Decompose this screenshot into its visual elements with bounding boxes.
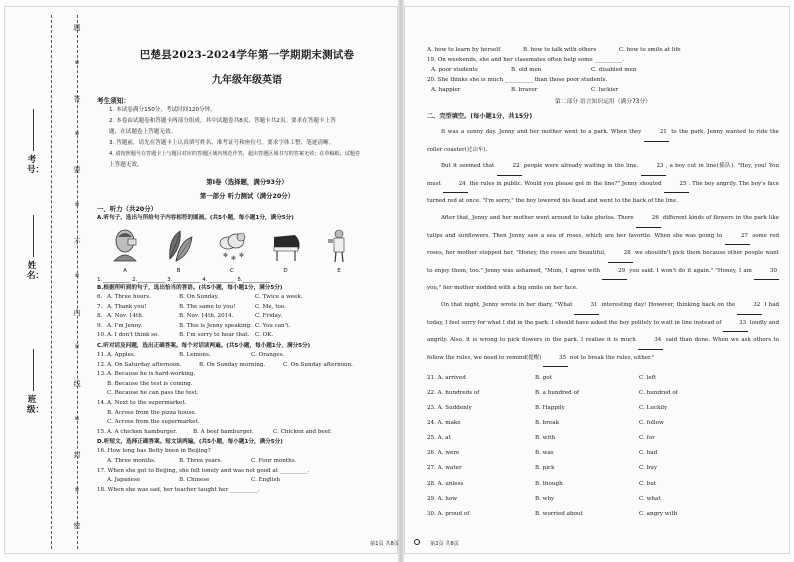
- passage-text: people were already waiting in the line.: [521, 163, 641, 170]
- cloze-option: C. angry with: [639, 510, 678, 517]
- instruction-c: C.听对话及问题，选出正确答案。每个对话读两遍。(共5小题，每小题1分，满分5分): [97, 342, 311, 349]
- question-number: 11.: [97, 351, 106, 358]
- option: C. On Sunday afternoon.: [283, 361, 353, 368]
- binding-field-underline[interactable]: [33, 349, 34, 391]
- binding-field-underline[interactable]: [33, 215, 34, 257]
- cloze-blank: 31: [574, 297, 599, 315]
- notice-line: 3. 答题前，请先在答题卡上认真填写姓名、准考证号和座位号。要求字体工整、笔迹清晰。: [109, 140, 335, 146]
- picture-label: A: [123, 268, 127, 274]
- option: A. I don't think so.: [107, 332, 160, 339]
- cloze-option: 24. A. make: [427, 420, 461, 427]
- passage-text: we shouldn't pick them because other people want to enjoy them, too." Jenny was ashamed, "Mum, I agree with: [427, 250, 779, 274]
- option: A. Next to the supermarket.: [107, 399, 187, 406]
- cloze-option-row: [427, 431, 779, 446]
- cloze-option-row: [427, 476, 779, 491]
- question-number: 14.: [97, 399, 106, 406]
- option: A. On Saturday afternoon.: [107, 361, 182, 368]
- question-number: 6.: [97, 294, 103, 300]
- cloze-option: B. with: [535, 435, 556, 442]
- question-10: [97, 331, 397, 341]
- passage-text: On that night, Jenny wrote in her diary, "What: [441, 301, 575, 308]
- passage-text: you," her mother nodded with a big smile on her face.: [427, 285, 578, 292]
- notice-line: 1. 本试卷满分150分，考试时间120分钟。: [109, 107, 216, 113]
- picture-label: E: [337, 268, 341, 274]
- cloze-option-row: [427, 506, 779, 521]
- option: A. Nov. 14th.: [107, 313, 144, 320]
- binding-field-label: 班级：: [27, 395, 45, 415]
- seal-char: 要: [73, 166, 81, 175]
- page-number-left: 第1页 共8页: [370, 541, 399, 547]
- question-9: [97, 322, 397, 332]
- option: C. Across from the supermarket.: [107, 419, 200, 426]
- seal-char: 线: [73, 380, 81, 388]
- option: C. You can't.: [255, 322, 291, 329]
- cloze-option: 29. A. how: [427, 495, 458, 502]
- option: C. Twice a week.: [255, 294, 303, 300]
- svg-text:✻: ✻: [239, 252, 245, 259]
- question-number: 7.: [97, 303, 103, 310]
- paragraph: [427, 210, 779, 297]
- question-number: 8.: [97, 313, 103, 320]
- binding-field-label: 姓名：: [27, 261, 45, 281]
- cloze-blank: 25: [664, 176, 689, 194]
- cloze-option: 25. A. at: [427, 435, 451, 442]
- seal-star: ※: [74, 129, 80, 137]
- option: B. Chinese: [179, 477, 210, 484]
- question-7: [97, 303, 397, 313]
- picture-a-person-icon: [107, 226, 143, 266]
- cloze-option: C. for: [639, 435, 655, 442]
- b-questions: [97, 293, 397, 341]
- passage-text: But it seemed that: [441, 163, 497, 170]
- cloze-option-row: [427, 446, 779, 461]
- option: B. Three years.: [179, 457, 223, 464]
- seal-char: 答: [73, 95, 81, 104]
- page-left: [4, 6, 398, 554]
- passage-text: you said. I won't do it again." "Honey, I am: [627, 267, 754, 274]
- question-20: 20. She thinks she is much __________ than those poor students.: [427, 77, 608, 83]
- option: A. I'm Jenny.: [107, 322, 143, 329]
- picture-b-leaves-icon: [161, 226, 197, 266]
- option: B. This is Jenny speaking.: [179, 322, 252, 329]
- option: B. A beef hamburger.: [193, 428, 254, 435]
- binding-field-underline[interactable]: [33, 109, 34, 151]
- notice-heading: 考生须知：: [97, 97, 130, 105]
- option: B. old men: [511, 67, 542, 73]
- question-14: [97, 399, 397, 409]
- question-16: 16. How long has Betty been in Beijing?: [97, 448, 211, 455]
- option: C. Chicken and beef.: [273, 428, 332, 435]
- option: C. Four months.: [251, 457, 297, 464]
- question-number: 13.: [97, 371, 106, 378]
- question-number: 12.: [97, 361, 106, 368]
- picture-c-snow-cloud-icon: [214, 226, 250, 266]
- option: A. Three hours.: [107, 294, 151, 300]
- cloze-blank: 30: [754, 263, 779, 281]
- passage-text: some red roses, her mother stopped her, "Honey, the roses are beautiful,: [427, 232, 779, 257]
- cloze-option: 22. A. hundreds of: [427, 389, 480, 396]
- question-number: 15.: [97, 428, 106, 435]
- picture-label: C: [230, 268, 234, 274]
- picture-e-boy-icon: [321, 226, 357, 266]
- option: A. Apples.: [107, 351, 136, 358]
- picture-row: [107, 226, 357, 266]
- passage-text: loudly and angrily. Also, it is wrong to pick flowers in the park. I realize it is much: [427, 319, 779, 344]
- option: B. The same to you!: [179, 303, 236, 310]
- passage-text: to the park, Jenny wanted to ride the roller coaster(过山车).: [427, 129, 779, 153]
- cloze-blank: 27: [725, 228, 750, 246]
- passage-text: different kinds of flowers in the park like tulips and sunflowers. Then Jenny saw a sea of roses, which are her favorite. When she was going to: [427, 214, 779, 239]
- question-number: 10.: [97, 332, 106, 339]
- question-19-options: [427, 65, 779, 75]
- question-12: [97, 361, 397, 371]
- cloze-option: C. had: [639, 450, 658, 457]
- passage-text: said than done. When we ask others to follow the rules, we need to remind(提醒): [427, 337, 780, 361]
- volume-title: 第Ⅰ卷（选择题，满分93分）: [206, 178, 288, 186]
- part-title: 第一部分 听力测试（满分20分）: [199, 192, 295, 200]
- cloze-blank: 22: [497, 158, 522, 176]
- cloze-option: 27. A. water: [427, 465, 462, 472]
- passage-text: not to break the rules, either.": [568, 354, 655, 361]
- cloze-blank: 32: [737, 297, 762, 315]
- instruction-d: D.听短文，选择正确答案。短文读两遍。(共5小题，每小题1分，满分5分): [97, 439, 283, 446]
- cloze-blank: 26: [636, 210, 661, 228]
- question-15: [97, 428, 397, 438]
- question-6: [97, 293, 397, 303]
- passage-text: . The boy angrily. The boy's face turned red at once. "I'm sorry," the boy lowered his head and went to the back of the line.: [427, 180, 779, 205]
- option: C. Friday.: [255, 313, 283, 320]
- cloze-option: B. though: [535, 480, 563, 487]
- seal-char: 题: [73, 24, 81, 32]
- svg-text:✻: ✻: [231, 255, 237, 262]
- option: A. Three months.: [107, 457, 156, 464]
- cloze-passage: [427, 124, 779, 367]
- cloze-blank: 28: [608, 245, 633, 263]
- question-19: 19. On weekends, she and her classmates often help some __________.: [427, 57, 625, 63]
- option: B. Nov. 14th, 2014.: [179, 313, 234, 320]
- page-number-right: 第2页 共8页: [430, 541, 459, 547]
- seal-star: ※: [74, 414, 80, 422]
- option: A. A chicken hamburger.: [107, 428, 177, 435]
- cloze-option: 23. A. Suddenly: [427, 405, 472, 412]
- passage-text: interesting day! However, thinking back on the: [599, 301, 738, 308]
- cloze-blank: 21: [644, 124, 669, 142]
- option: B. Because the test is coming.: [107, 380, 193, 387]
- picture-label: B: [176, 268, 181, 274]
- cloze-option-row: [427, 416, 779, 431]
- cloze-options-table: [427, 370, 779, 521]
- option: C. Because he can pass the test.: [107, 390, 199, 397]
- cloze-blank: 23: [641, 158, 666, 176]
- option: A. Because he is hard-working.: [107, 371, 196, 378]
- option: B. Lemons.: [179, 351, 211, 358]
- cloze-option: B. was: [535, 450, 554, 457]
- cloze-option: B. worried about: [535, 510, 583, 517]
- cloze-option: B. Happily: [535, 405, 565, 412]
- exam-title: 巴楚县2023-2024学年第一学期期末测试卷: [139, 49, 355, 61]
- seal-star: ※: [74, 272, 80, 280]
- cloze-option: B. got: [535, 374, 552, 381]
- seal-char: 封: [73, 451, 81, 460]
- cloze-option: 21. A. arrived: [427, 374, 466, 381]
- cloze-option-row: [427, 401, 779, 416]
- option: A. happier: [431, 87, 461, 93]
- cloze-option-row: [427, 461, 779, 476]
- cloze-option: B. why: [535, 495, 555, 502]
- question-17-options: [97, 476, 397, 486]
- exam-subtitle: 九年级年级英语: [212, 75, 282, 86]
- left-content: [97, 47, 397, 495]
- cloze-blank: 33: [723, 315, 748, 333]
- cloze-option: C. follow: [639, 420, 664, 427]
- option: B. how to talk with others: [523, 47, 597, 53]
- seal-char: 密: [73, 522, 81, 531]
- instruction-a: A.听句子，选出与所给句子内容相符的图画。(共5小题，每小题1分，满分5分): [97, 215, 294, 221]
- option: A. how to learn by herself: [427, 47, 501, 53]
- cloze-option: B. break: [535, 420, 559, 427]
- cloze-option: B. a hundred of: [535, 389, 579, 396]
- option: C. disabled men: [591, 67, 637, 73]
- passage-text: I had today, I feel sorry for what I did in the park. I should have asked the boy politely to wait in line instead of: [427, 301, 779, 326]
- cloze-option: 30. A. proud of: [427, 510, 470, 517]
- notice-line: 题，在试题卷上答题无效。: [109, 129, 177, 135]
- option: B. I'm sorry to hear that.: [179, 332, 250, 339]
- picture-d-piano-icon: [268, 226, 304, 266]
- binding-strip: [11, 15, 95, 549]
- cloze-option: C. Luckily: [639, 405, 668, 412]
- cloze-option: C. hundred of: [639, 389, 678, 396]
- binding-hole-icon: [414, 539, 420, 545]
- cloze-blank: 24: [443, 176, 468, 194]
- svg-text:✻: ✻: [223, 252, 229, 259]
- option: B. On Sunday morning.: [199, 361, 266, 368]
- question-8: [97, 312, 397, 322]
- notice-line: 上答题无效。: [109, 162, 143, 168]
- cloze-option: C. what: [639, 495, 661, 502]
- passage-text: , a boy cut in line(插队). "Hey, you! You must: [427, 163, 780, 187]
- page-right: [404, 6, 790, 554]
- option: B. braver: [511, 87, 538, 93]
- paragraph: [427, 124, 779, 158]
- cloze-option-row: [427, 491, 779, 506]
- question-11: [97, 351, 397, 361]
- option: C. Me, too.: [255, 303, 286, 310]
- question-16-options: [97, 457, 397, 467]
- cloze-title: 二、完型填空。(每小题1分，共15分): [427, 113, 533, 120]
- instruction-b: B.根据所听到的句子，选出恰当的答语。(共5小题，每小题1分，满分5分): [97, 285, 283, 291]
- paragraph: [427, 158, 779, 210]
- picture-label: D: [283, 268, 288, 274]
- seal-star: ※: [74, 485, 80, 493]
- binding-dash-line-outer: [51, 15, 52, 549]
- notice-line: 2. 本卷由试题卷和答题卡两部分组成，其中试题卷共8页，答题卡共2页。要求在答题卡上答: [109, 118, 336, 124]
- picture-labels: [107, 268, 357, 274]
- option: A. Thank you!: [107, 303, 147, 310]
- passage-text: It was a sunny day. Jenny and her mother went to a park. When they: [441, 129, 644, 135]
- seal-star: ※: [74, 58, 80, 66]
- question-number: 9.: [97, 322, 103, 329]
- option: A. Japanese: [107, 477, 141, 484]
- cloze-option: 26. A. were: [427, 450, 460, 457]
- seal-star: ※: [74, 201, 80, 208]
- seal-char: 不: [73, 237, 81, 246]
- option: C. English: [251, 477, 280, 484]
- question-20-options: [427, 85, 779, 95]
- option: B. On Sunday.: [179, 294, 219, 300]
- question-18-options: [427, 45, 779, 55]
- binding-field-label: 考号：: [27, 155, 45, 175]
- question-13: [97, 370, 397, 380]
- cloze-option-row: [427, 385, 779, 400]
- section-heading: 一、听力（共20分）: [97, 205, 158, 213]
- paragraph: [427, 297, 779, 367]
- seal-char: 内: [73, 308, 81, 317]
- option: C. Oranges.: [251, 351, 285, 358]
- right-content: [427, 45, 779, 521]
- passage-text: the rules in public. Would you please get in the line?" Jenny shouted: [467, 180, 664, 187]
- cloze-option: B. pick: [535, 465, 555, 472]
- option: C. OK.: [255, 332, 274, 339]
- part-two-title: 第二部分 语言知识运用（满分73分）: [554, 99, 652, 105]
- answer-blanks-1-5: 1.__________ 2.__________ 3.__________ 4.__________ 5.__________: [97, 277, 271, 283]
- option: C. luckier: [591, 87, 619, 93]
- seal-star: ※: [74, 343, 80, 351]
- cloze-option: C. but: [639, 480, 657, 487]
- cloze-blank: 29: [602, 263, 627, 281]
- option: A. poor students: [431, 67, 478, 73]
- option: B. Across from the pizza house.: [107, 409, 197, 416]
- question-18: 18. When she was sad, her teacher taught her __________.: [97, 486, 260, 493]
- option: C. how to smile at life: [619, 47, 681, 53]
- cloze-option: C. left: [639, 374, 657, 381]
- cloze-option-row: [427, 370, 779, 385]
- cloze-blank: 34: [638, 332, 663, 350]
- notice-line: 4. 请按照题号在答题卡上与题目对应的答题区域内规范作答，超出答题区域书写的答案无效；在草稿纸、试题卷: [109, 151, 360, 157]
- cloze-option: C. buy: [639, 465, 657, 472]
- passage-text: After that, Jenny and her mother went around to take photos. There: [441, 214, 636, 221]
- cloze-option: 28. A. unless: [427, 480, 464, 487]
- question-17: 17. When she got to Beijing, she felt lonely and was not good at __________.: [97, 467, 310, 474]
- cloze-blank: 35: [543, 350, 568, 368]
